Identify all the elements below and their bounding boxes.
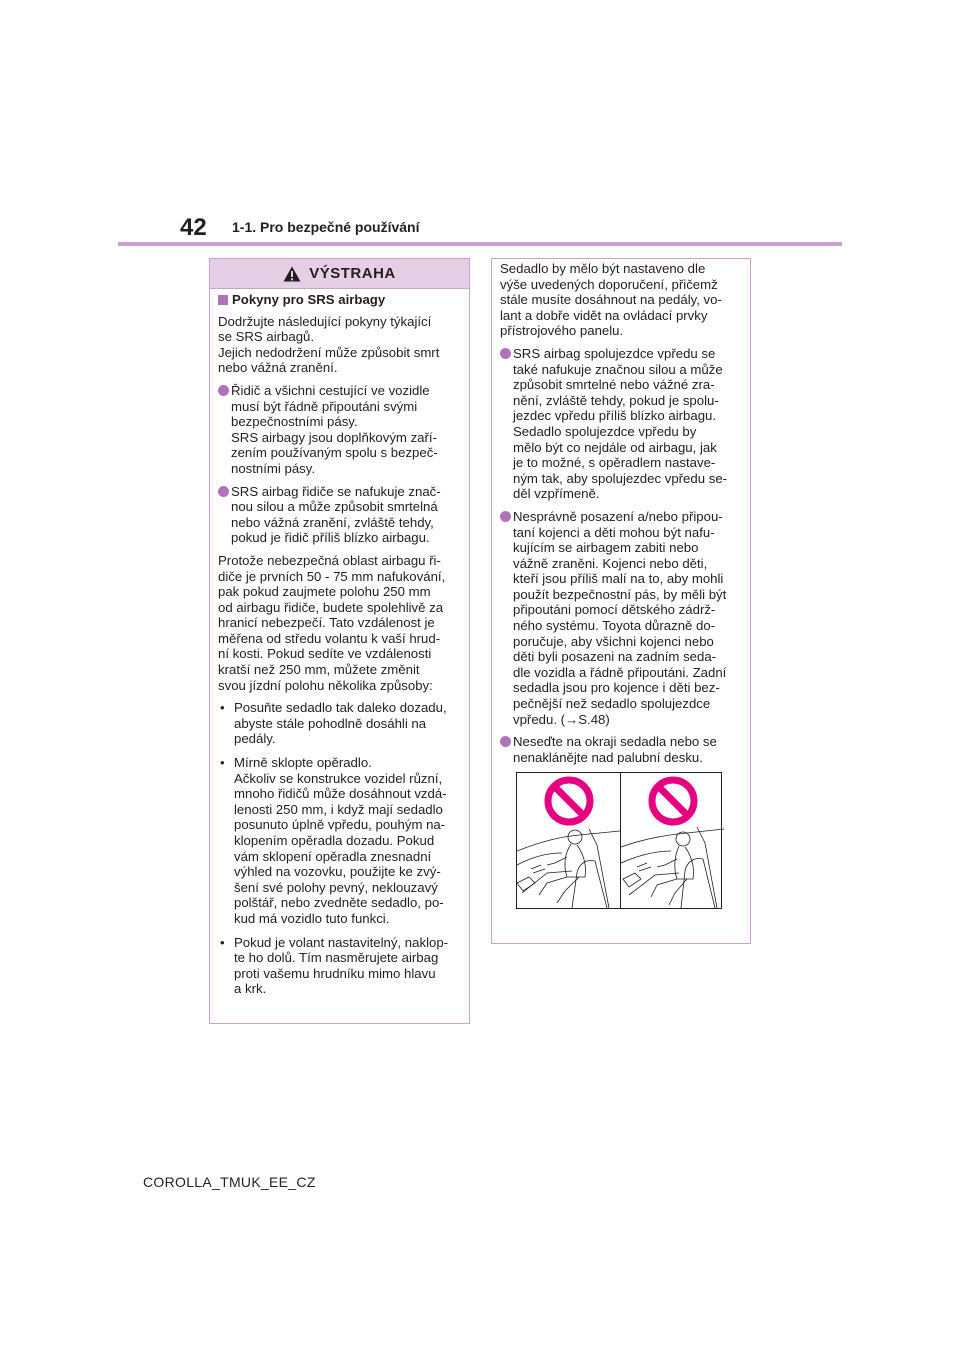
warning-paragraph: Protože nebezpečná oblast airbagu ři- diče je prvních 50 - 75 mm nafukování, pak pokud zaujmete polohu 250 mm od airbagu řidiče, budete spolehlivě za hranicí nebezpečí. Tato vzdálenost je měřena od středu volantu k vaší hrud- ní kosti. Pokud sedíte ve vzdálenosti kratší než 250 mm, můžete změnit svou jízdní polohu několika způsoby:	[218, 552, 446, 693]
bullet-dot-icon	[218, 486, 229, 497]
illustration-panel-leaning	[517, 773, 620, 908]
warning-continuation-box	[491, 258, 751, 944]
warning-subheading	[218, 292, 463, 308]
warning-triangle-icon	[283, 266, 301, 282]
warning-header	[210, 259, 469, 289]
seated-passenger-edge-illustration	[621, 773, 724, 908]
warning-bullet	[218, 484, 463, 546]
warning-intro: Dodržujte následující pokyny týkající se SRS airbagů. Jejich nedodržení může způsobit smrt nebo vážná zranění.	[218, 313, 440, 376]
warning-box	[209, 258, 470, 1024]
warning-sub-item-text: Pokud je volant nastavitelný, naklop- te ho dolů. Tím nasměrujete airbag proti vašemu hrudníku mimo hlavu a krk.	[234, 934, 449, 997]
continuation-intro: Sedadlo by mělo být nastaveno dle výše uvedených doporučení, přičemž stále musíte dosáhnout na pedály, vo- lant a dobře vidět na ovládací prvky přístrojového panelu.	[500, 261, 722, 339]
section-title: 1-1. Pro bezpečné používání	[232, 219, 420, 235]
warning-bullet	[218, 383, 463, 477]
continuation-body	[492, 259, 750, 909]
warning-sub-item	[218, 700, 463, 747]
bullet-dot-icon	[218, 385, 229, 396]
bullet-dot-icon	[500, 348, 511, 359]
warning-body	[210, 289, 469, 997]
document-code: COROLLA_TMUK_EE_CZ	[143, 1174, 316, 1190]
warning-sub-item-text: Mírně sklopte opěradlo. Ačkoliv se konstrukce vozidel různí, mnoho řidičů může dosáhnout vzdá- lenosti 250 mm, i když mají sedadlo posunuto úplně vpředu, pouhým na- klopením opěradla dozadu. Pokud vám sklopení opěradla znesnadní výhled na vozovku, použijte ke zvý- šení své polohy pevný, neklouzavý polštář, nebo zvedněte sedadlo, po- kud má vozidlo tuto funkci.	[234, 755, 447, 926]
warning-bullet-text: Řidič a všichni cestující ve vozidle musí být řádně připoutáni svými bezpečnostními pásy. SRS airbagy jsou doplňkovým zaří- zením používaným spolu s bezpeč- nostními pásy.	[231, 382, 438, 476]
continuation-bullet-text: Neseďte na okraji sedadla nebo se nenaklánějte nad palubní desku.	[513, 734, 717, 765]
sub-bullet-icon: •	[220, 755, 225, 771]
warning-title: VÝSTRAHA	[309, 265, 396, 282]
bullet-dot-icon	[500, 736, 511, 747]
sub-bullet-icon: •	[220, 700, 225, 716]
warning-sub-item	[218, 935, 463, 997]
page-number: 42	[180, 214, 207, 241]
warning-bullet-text: SRS airbag řidiče se nafukuje znač- nou silou a může způsobit smrtelná nebo vážná zranění, zvláště tehdy, pokud je řidič příliš blízko airbagu.	[231, 483, 441, 546]
illustration-incorrect-seating	[516, 772, 722, 909]
illustration-panel-edge-seating	[620, 773, 723, 908]
continuation-bullet	[500, 509, 744, 727]
continuation-bullet	[500, 346, 744, 502]
warning-sub-item	[218, 755, 463, 927]
continuation-bullet-text: SRS airbag spolujezdce vpředu se také nafukuje značnou silou a může způsobit smrtelné nebo vážné zra- nění, zvláště tehdy, pokud je spolu- jezdec vpředu příliš blízko airbagu. Sedadlo spolujezdce vpředu by mělo být co nejdále od airbagu, jak je to možné, s opěradlem nastave- ným tak, aby spolujezdec vpředu se- děl vzpřímeně.	[513, 345, 728, 502]
prohibition-icon	[652, 780, 694, 822]
header-rule	[118, 242, 842, 246]
warning-sub-item-text: Posuňte sedadlo tak daleko dozadu, abyste stále pohodlně dosáhli na pedály.	[234, 700, 447, 747]
square-bullet-icon	[218, 295, 228, 305]
continuation-bullet-text: Nesprávně posazení a/nebo připou- taní kojenci a děti mohou být nafu- kujícím se airbagem zabiti nebo vážně zraněni. Kojenci nebo děti, kteří jsou příliš malí na to, aby mohli použít bezpečnostní pás, by měli být připoutáni pomocí dětského zádrž- ného systému. Toyota důrazně do- poručuje, aby všichni kojenci nebo děti byli posazeni na zadním seda- dle vozidla a řádně připoutáni. Zadní sedadla jsou pro kojence i děti bez- pečnější než sedadlo spolujezdce vpředu. (→S.48)	[513, 508, 727, 727]
sub-bullet-icon: •	[220, 934, 225, 950]
bullet-dot-icon	[500, 511, 511, 522]
prohibition-icon	[548, 780, 590, 822]
warning-subheading-text: Pokyny pro SRS airbagy	[232, 292, 386, 307]
seated-passenger-leaning-illustration	[517, 773, 620, 908]
continuation-bullet	[500, 734, 744, 765]
